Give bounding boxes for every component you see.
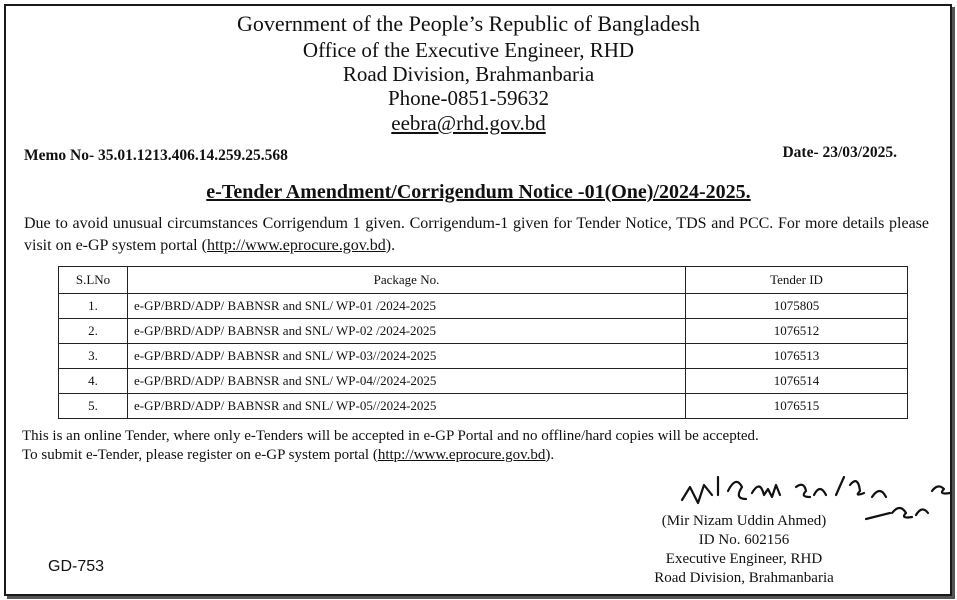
header-package: Package No. — [128, 267, 686, 294]
eprocure-link-footer[interactable]: http://www.eprocure.gov.bd — [377, 447, 546, 463]
signature-block — [614, 512, 874, 588]
row-package: e-GP/BRD/ADP/ BABNSR and SNL/ WP-04//2024-2025 — [128, 369, 686, 394]
table-row — [59, 394, 908, 419]
footer-line-2-text: To submit e-Tender, please register on e-GP system portal ( — [22, 447, 378, 463]
office-name: Office of the Executive Engineer, RHD — [302, 38, 635, 62]
gd-number: GD-753 — [48, 558, 105, 575]
row-sl: 3. — [59, 344, 128, 369]
row-tender-id: 1076515 — [686, 394, 908, 419]
signatory-id: ID No. 602156 — [698, 532, 790, 548]
table-header-row — [59, 267, 908, 294]
row-tender-id: 1076514 — [686, 369, 908, 394]
signatory-name: (Mir Nizam Uddin Ahmed) — [661, 513, 827, 529]
row-sl: 5. — [59, 394, 128, 419]
row-package: e-GP/BRD/ADP/ BABNSR and SNL/ WP-02 /2024-2025 — [128, 319, 686, 344]
header-sl: S.LNo — [59, 267, 128, 294]
row-tender-id: 1075805 — [686, 294, 908, 319]
division-name: Road Division, Brahmanbaria — [342, 62, 595, 86]
notice-date: Date- 23/03/2025. — [782, 144, 897, 161]
table-row — [59, 344, 908, 369]
table-row — [59, 294, 908, 319]
footer-line-1: This is an online Tender, where only e-Tenders will be accepted in e-GP Portal and no offline/hard copies will be accepted. — [22, 428, 759, 444]
government-title: Government of the People’s Republic of Bangladesh — [236, 11, 701, 36]
footer-line-2-end: ). — [545, 447, 555, 463]
row-sl: 1. — [59, 294, 128, 319]
row-tender-id: 1076512 — [686, 319, 908, 344]
footer-text — [22, 427, 759, 465]
row-package: e-GP/BRD/ADP/ BABNSR and SNL/ WP-03//2024-2025 — [128, 344, 686, 369]
signatory-office: Road Division, Brahmanbaria — [654, 570, 834, 586]
header-tender-id: Tender ID — [686, 267, 908, 294]
notice-title-text: e-Tender Amendment/Corrigendum Notice -01(One)/2024-2025. — [206, 181, 751, 203]
email-address[interactable]: eebra@rhd.gov.bd — [391, 111, 546, 135]
row-package: e-GP/BRD/ADP/ BABNSR and SNL/ WP-05//2024-2025 — [128, 394, 686, 419]
intro-paragraph — [24, 213, 929, 257]
phone-number: Phone-0851-59632 — [388, 86, 549, 110]
table-row — [59, 369, 908, 394]
intro-end: ). — [385, 237, 396, 254]
row-tender-id: 1076513 — [686, 344, 908, 369]
eprocure-link[interactable]: http://www.eprocure.gov.bd — [206, 237, 386, 254]
row-sl: 4. — [59, 369, 128, 394]
email-line — [0, 111, 947, 135]
table-row — [59, 319, 908, 344]
footer-line-2 — [22, 446, 759, 465]
tender-table — [58, 266, 908, 419]
memo-number: Memo No- 35.01.1213.406.14.259.25.568 — [24, 147, 288, 164]
intro-text: Due to avoid unusual circumstances Corrigendum 1 given. Corrigendum-1 given for Tender Notice, TDS and PCC. For more details please visit on e-GP system portal ( — [24, 215, 929, 254]
notice-title — [0, 181, 957, 204]
row-sl: 2. — [59, 319, 128, 344]
signatory-designation: Executive Engineer, RHD — [665, 551, 823, 567]
row-package: e-GP/BRD/ADP/ BABNSR and SNL/ WP-01 /2024-2025 — [128, 294, 686, 319]
